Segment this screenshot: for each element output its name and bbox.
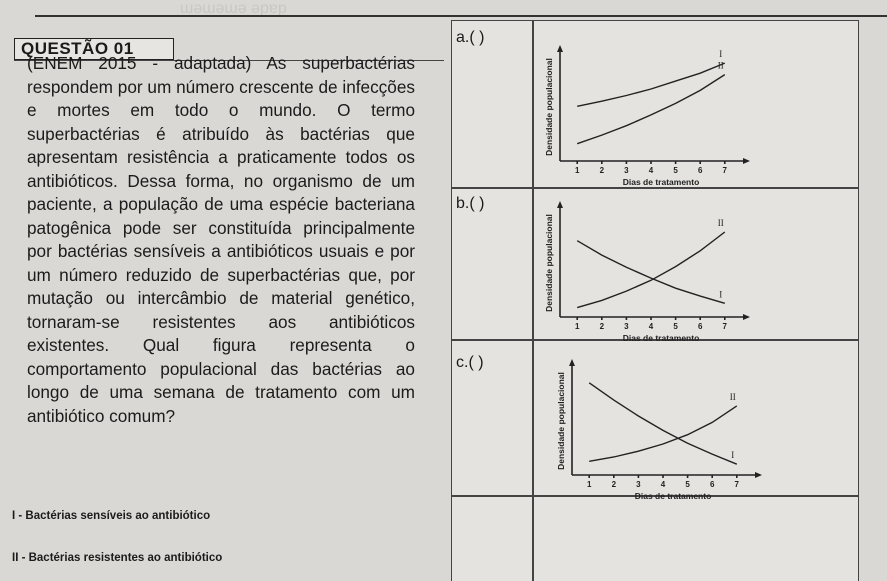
- x-tick-label: 5: [685, 480, 690, 489]
- x-tick-label: 4: [648, 166, 654, 175]
- x-tick-label: 3: [624, 166, 629, 175]
- series-label-II: II: [729, 391, 736, 402]
- x-axis-arrow: [743, 158, 750, 164]
- series-line-II: [577, 75, 725, 144]
- y-axis-label: Densidade populacional: [544, 214, 554, 312]
- option-a-label[interactable]: a.( ): [456, 29, 485, 46]
- x-axis-arrow: [743, 314, 750, 320]
- x-tick-label: 6: [697, 322, 703, 331]
- x-tick-label: 6: [709, 480, 715, 489]
- series-line-I: [577, 241, 725, 304]
- x-tick-label: 3: [624, 322, 629, 331]
- graph-option-c: [542, 357, 762, 507]
- x-tick-label: 1: [574, 322, 580, 331]
- x-axis-label: Dias de tratamento: [634, 491, 712, 501]
- x-axis-label: Dias de tratamento: [622, 177, 700, 187]
- series-label-I: I: [719, 289, 723, 300]
- series-label-I: I: [731, 450, 735, 461]
- x-tick-label: 2: [599, 322, 605, 331]
- x-tick-label: 7: [722, 166, 728, 175]
- series-label-I: I: [719, 49, 723, 60]
- series-label-II: II: [717, 218, 724, 229]
- bleed-through-text: ɯəɯəɯə ǝpɐp: [180, 0, 287, 17]
- x-tick-label: 7: [734, 480, 740, 489]
- answer-options-panel: [451, 20, 859, 581]
- x-tick-label: 4: [660, 480, 666, 489]
- question-text: (ENEM 2015 - adaptada) As superbactérias respondem por um número crescente de infecções e mortes em todo o mundo. O termo superbactérias é atribuído às bactérias que apresentam resistência a praticamente todos os antibióticos. Dessa forma, no organismo de um paciente, a população de uma espécie bacteriana patogênica pode ser constituída principalmente por bactérias sensíveis a antibióticos usuais e por um número reduzido de superbactérias que, por mutação ou intercâmbio de material genético, tornaram-se resistentes aos antibióticos existentes. Qual figura representa o comportamento populacional das bactérias ao longo de uma semana de tratamento com um antibiótico comum?: [27, 53, 415, 426]
- x-tick-label: 3: [636, 480, 641, 489]
- x-tick-label: 7: [722, 322, 728, 331]
- x-tick-label: 5: [673, 322, 678, 331]
- series-label-II: II: [717, 60, 724, 71]
- x-tick-label: 2: [599, 166, 605, 175]
- x-axis-arrow: [755, 472, 762, 478]
- y-axis-label: Densidade populacional: [556, 372, 566, 470]
- x-tick-label: 4: [648, 322, 654, 331]
- x-tick-label: 2: [611, 480, 617, 489]
- question-title: QUESTÃO 01: [14, 38, 174, 60]
- series-line-I: [589, 383, 737, 464]
- graph-option-a: [530, 43, 750, 193]
- x-tick-label: 1: [574, 166, 580, 175]
- y-axis-arrow: [557, 201, 563, 208]
- y-axis-arrow: [557, 45, 563, 52]
- x-tick-label: 1: [586, 480, 592, 489]
- series-line-I: [577, 60, 725, 106]
- option-c-label[interactable]: c.( ): [456, 354, 484, 371]
- legend-item-resistant: II - Bactérias resistentes ao antibiótico: [12, 552, 223, 564]
- x-tick-label: 6: [697, 166, 703, 175]
- x-axis-label: Dias de tratamento: [622, 333, 700, 343]
- graph-option-b: [530, 199, 750, 349]
- x-tick-label: 5: [673, 166, 678, 175]
- legend-item-sensitive: I - Bactérias sensíveis ao antibiótico: [12, 510, 211, 522]
- page-top-rule: [35, 15, 887, 17]
- y-axis-arrow: [569, 359, 575, 366]
- option-b-label[interactable]: b.( ): [456, 195, 485, 212]
- series-line-II: [589, 406, 737, 461]
- y-axis-label: Densidade populacional: [544, 58, 554, 156]
